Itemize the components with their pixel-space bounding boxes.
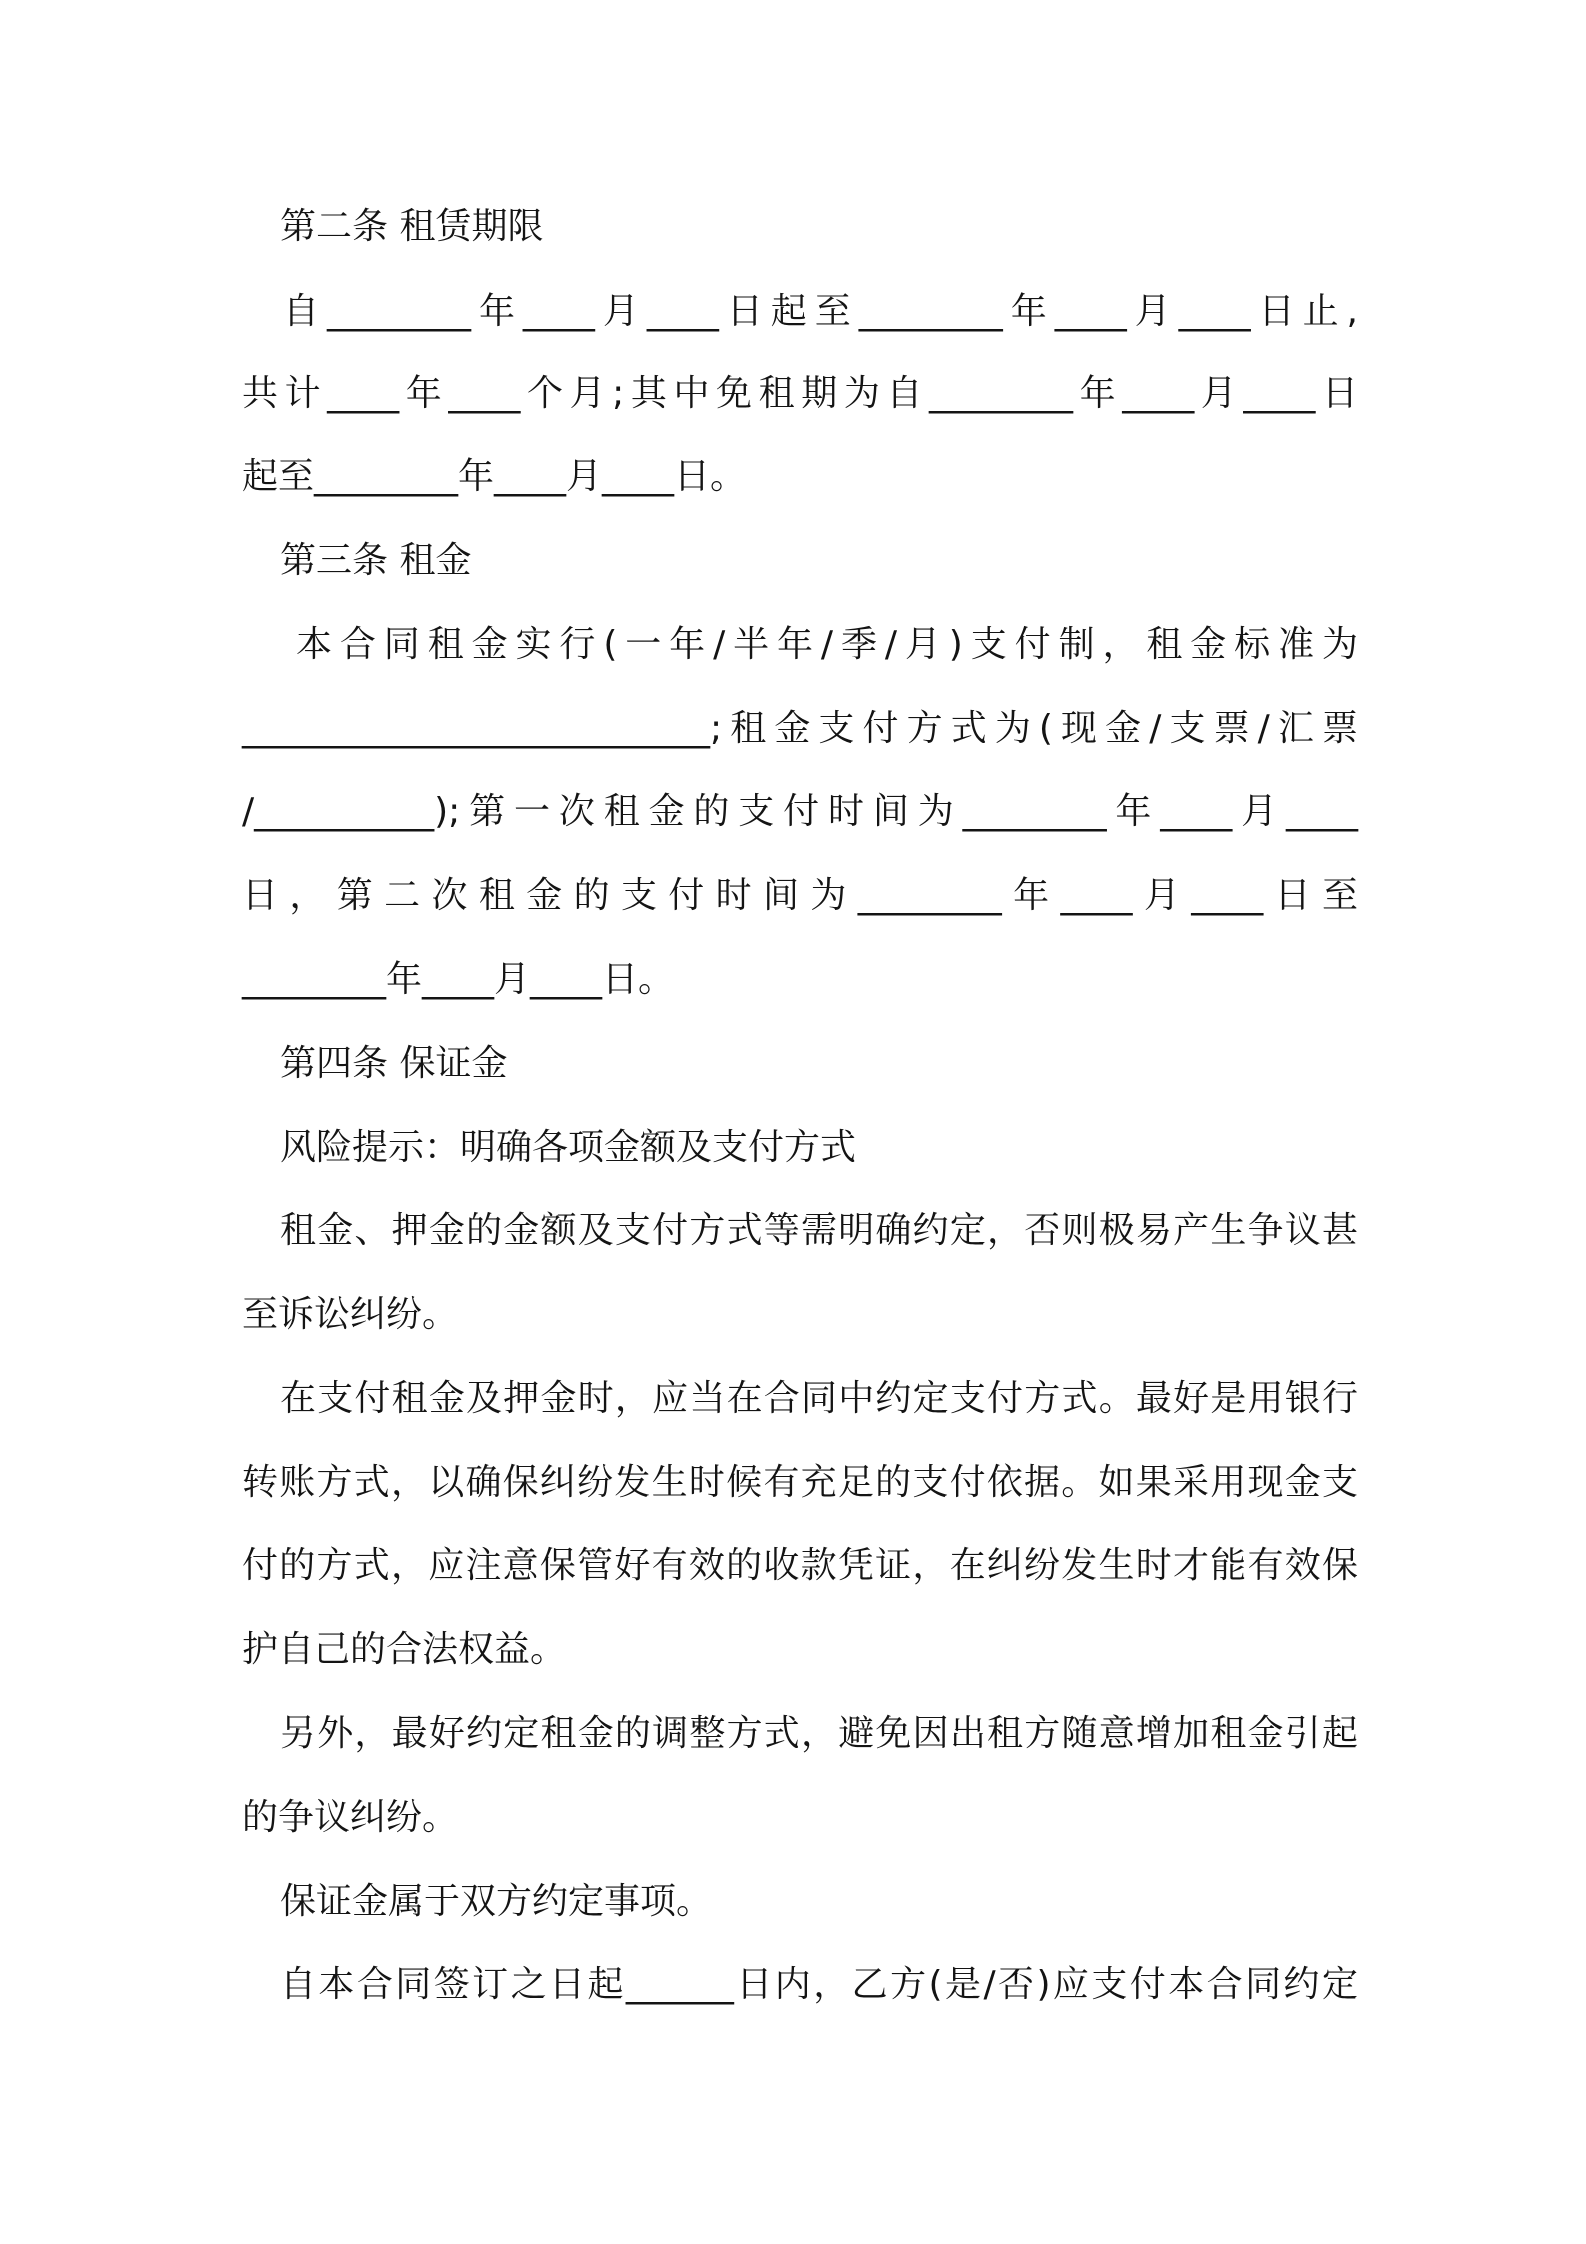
adjust-line-1: 另外，最好约定租金的调整方式，避免因出租方随意增加租金引起	[280, 1713, 1358, 1754]
article-2-heading: 第二条 租赁期限	[280, 206, 544, 247]
term-line-2: 共计____年____个月;其中免租期为自________年____月____日	[242, 373, 1358, 414]
risk-line-1: 租金、押金的金额及支付方式等需明确约定，否则极易产生争议甚	[280, 1210, 1358, 1251]
rent-line-1: 本合同租金实行(一年/半年/季/月)支付制，租金标准为	[296, 624, 1358, 665]
rent-line-5: ________年____月____日。	[242, 959, 675, 1000]
article-4-heading: 第四条 保证金	[280, 1043, 508, 1084]
rent-line-4: 日，第二次租金的支付时间为________年____月____日至	[242, 875, 1358, 916]
term-line-3: 起至________年____月____日。	[242, 456, 747, 497]
deposit-term-line: 自本合同签订之日起______日内，乙方(是/否)应支付本合同约定	[280, 1964, 1358, 2005]
risk-line-2: 至诉讼纠纷。	[242, 1294, 459, 1335]
rent-line-2: __________________________;租金支付方式为(现金/支票/汇票	[242, 708, 1358, 749]
risk-tip-heading: 风险提示：明确各项金额及支付方式	[280, 1127, 857, 1168]
deposit-line: 保证金属于双方约定事项。	[280, 1881, 713, 1922]
rent-line-3: /__________);第一次租金的支付时间为________年____月____	[242, 791, 1358, 832]
article-3-heading: 第三条 租金	[280, 540, 472, 581]
payment-line-2: 转账方式，以确保纠纷发生时候有充足的支付依据。如果采用现金支	[242, 1462, 1358, 1503]
payment-line-4: 护自己的合法权益。	[242, 1629, 567, 1670]
payment-line-1: 在支付租金及押金时，应当在合同中约定支付方式。最好是用银行	[280, 1378, 1358, 1419]
payment-line-3: 付的方式，应注意保管好有效的收款凭证，在纠纷发生时才能有效保	[242, 1545, 1358, 1586]
term-line-1: 自________年____月____日起至________年____月____日止,	[283, 291, 1358, 332]
adjust-line-2: 的争议纠纷。	[242, 1797, 459, 1838]
